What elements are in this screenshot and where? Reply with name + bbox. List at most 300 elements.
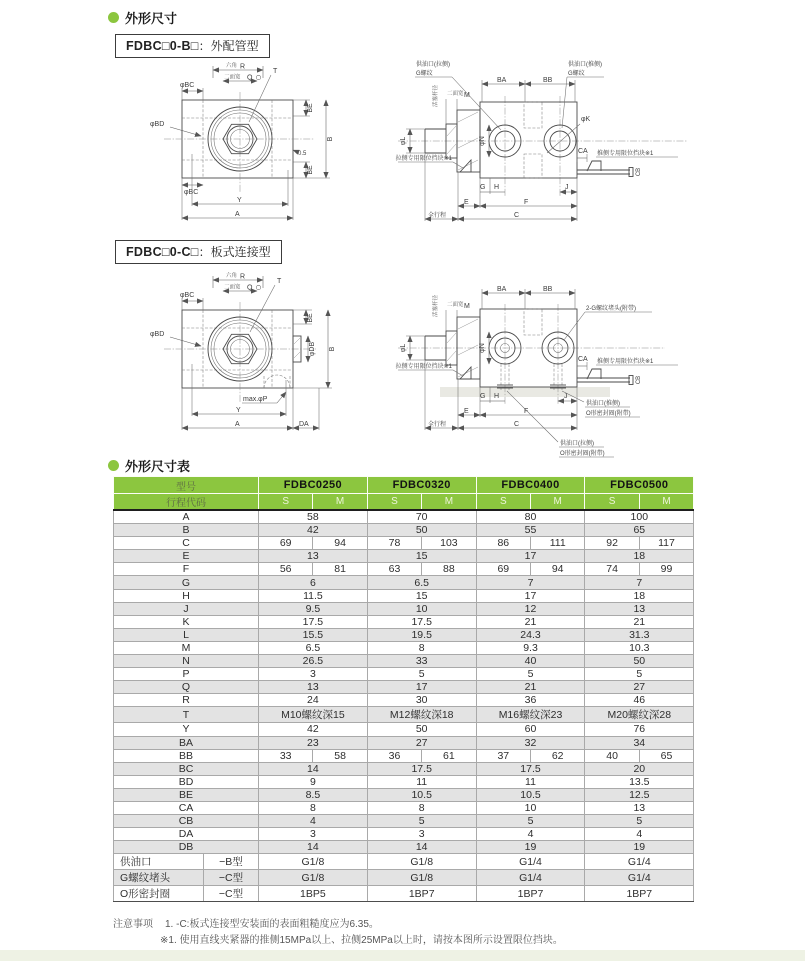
table-row — [114, 788, 694, 801]
label-r-c: R — [240, 273, 246, 281]
label-phi-bd: φBD — [150, 121, 165, 128]
model-desc-b: ：外配管型 — [198, 39, 259, 53]
table-row — [114, 537, 694, 550]
table-row — [114, 762, 694, 775]
table-cell: M12螺纹深18 — [367, 707, 476, 723]
section-dims-header — [108, 8, 177, 27]
label-r: R — [240, 63, 246, 71]
table-cell: 103 — [422, 537, 476, 550]
label-two-face-c: 二面宽 — [224, 284, 241, 291]
table-cell: 4 — [476, 828, 585, 841]
label-q-c: Q — [247, 284, 253, 292]
table-cell: 99 — [639, 563, 693, 576]
table-cell: 26.5 — [259, 655, 368, 668]
table-header-s: S — [585, 494, 639, 511]
table-cell: 14 — [259, 762, 368, 775]
table-cell: 11 — [476, 775, 585, 788]
table-cell: 36 — [476, 694, 585, 707]
table-cell: 1BP7 — [585, 886, 694, 902]
table-cell: 5 — [585, 815, 694, 828]
table-cell: 10.5 — [476, 788, 585, 801]
table-row — [114, 524, 694, 537]
table-cell: 10 — [367, 602, 476, 615]
label-phi-k: φK — [581, 116, 591, 123]
table-row-code: T — [114, 707, 259, 723]
label-hex-c: 六角 — [226, 273, 238, 279]
label-h-c: H — [494, 393, 500, 400]
table-row-code: DB — [114, 841, 259, 854]
table-cell: G1/8 — [259, 870, 368, 886]
table-row-label: G螺纹堵头 — [114, 870, 204, 886]
label-f-c: F — [524, 408, 529, 415]
label-g-thread-pull: G螺纹 — [416, 71, 433, 77]
table-cell: 15.5 — [259, 628, 368, 641]
table-cell: 13 — [585, 801, 694, 814]
label-a-c: A — [235, 421, 240, 428]
label-hex: 六角 — [226, 63, 238, 69]
table-cell: 63 — [367, 563, 421, 576]
label-push-stopper-c: 推侧专用限位挡块※1 — [597, 359, 654, 365]
table-row-label: O形密封圈 — [114, 886, 204, 902]
table-cell: 78 — [367, 537, 421, 550]
table-cell: 17 — [476, 589, 585, 602]
table-row-code: A — [114, 510, 259, 524]
table-cell: 94 — [313, 537, 367, 550]
label-plug: 2-G螺纹堵头(附带) — [586, 306, 636, 312]
table-cell: 24 — [259, 694, 368, 707]
label-port-push: 供油口(推侧) — [568, 62, 602, 68]
table-row-code: E — [114, 550, 259, 563]
label-c: C — [514, 212, 520, 219]
table-cell: 21 — [476, 615, 585, 628]
table-cell: 7 — [476, 576, 585, 589]
table-cell: 46 — [585, 694, 694, 707]
label-phi-n-c: φN — [479, 343, 486, 353]
table-header-m: M — [422, 494, 476, 511]
table-cell: 6.5 — [259, 641, 368, 654]
table-row-code: M — [114, 641, 259, 654]
table-cell: 55 — [476, 524, 585, 537]
table-cell: 14 — [259, 841, 368, 854]
table-row — [114, 801, 694, 814]
label-full-stroke-c: 全行程 — [428, 422, 447, 428]
table-cell: 5 — [585, 668, 694, 681]
table-header-s: S — [476, 494, 530, 511]
table-cell: 5 — [476, 668, 585, 681]
table-cell: 117 — [639, 537, 693, 550]
table-cell: 81 — [313, 563, 367, 576]
table-header-s: S — [367, 494, 421, 511]
label-two-face-m-c: 二面宽 — [447, 302, 464, 308]
table-cell: 8.5 — [259, 788, 368, 801]
table-cell: 17.5 — [367, 762, 476, 775]
table-row — [114, 854, 694, 870]
label-max-phi-p: max.φP — [243, 396, 268, 403]
table-row-type: −C型 — [204, 886, 259, 902]
table-cell: 33 — [367, 655, 476, 668]
table-cell: 12.5 — [585, 788, 694, 801]
table-cell: 111 — [530, 537, 584, 550]
table-cell: 13.5 — [585, 775, 694, 788]
table-cell: 13 — [585, 602, 694, 615]
table-cell: 10.3 — [585, 641, 694, 654]
table-cell: 17.5 — [259, 615, 368, 628]
label-cb: CB — [636, 167, 642, 177]
table-row-type: −C型 — [204, 870, 259, 886]
section-table-title: 外形尺寸表 — [125, 459, 191, 474]
label-phi-bc-bottom: φBC — [184, 189, 199, 196]
table-row — [114, 694, 694, 707]
label-f: F — [524, 199, 529, 206]
table-cell: G1/8 — [367, 870, 476, 886]
label-full-stroke: 全行程 — [428, 213, 447, 219]
table-cell: 15 — [367, 550, 476, 563]
table-cell: 50 — [585, 655, 694, 668]
table-cell: 3 — [367, 828, 476, 841]
table-cell: 80 — [476, 510, 585, 524]
label-phi-db: φDB — [309, 341, 316, 357]
label-a: A — [235, 211, 240, 218]
table-row — [114, 815, 694, 828]
table-cell: 1BP7 — [367, 886, 476, 902]
label-gap: 0.5 — [298, 151, 307, 157]
table-header-model-label: 型号 — [114, 477, 259, 494]
table-row-code: DA — [114, 828, 259, 841]
table-row — [114, 655, 694, 668]
table-cell: 19.5 — [367, 628, 476, 641]
table-row — [114, 886, 694, 902]
label-q: Q — [247, 74, 253, 82]
table-cell: 70 — [367, 510, 476, 524]
table-cell: 15 — [367, 589, 476, 602]
label-two-face-m: 二面宽 — [447, 91, 464, 97]
label-two-face: 二面宽 — [224, 74, 241, 81]
label-piston-rod-c: 活塞杆径 — [433, 294, 439, 318]
table-row-code: Y — [114, 723, 259, 736]
table-cell: 1BP7 — [476, 886, 585, 902]
table-cell: 40 — [585, 749, 639, 762]
table-cell: 86 — [476, 537, 530, 550]
table-cell: G1/4 — [585, 854, 694, 870]
table-row — [114, 870, 694, 886]
table-row-code: P — [114, 668, 259, 681]
table-row-code: BA — [114, 736, 259, 749]
label-bb: BB — [543, 77, 553, 84]
table-cell: 17.5 — [476, 762, 585, 775]
label-t: T — [273, 68, 278, 75]
label-port-pull: 供油口(拉侧) — [416, 62, 450, 68]
label-phi-n: φN — [479, 136, 486, 146]
table-cell: 13 — [259, 550, 368, 563]
table-cell: 9 — [259, 775, 368, 788]
table-row-code: G — [114, 576, 259, 589]
table-cell: 100 — [585, 510, 694, 524]
label-ca-c: CA — [578, 356, 588, 363]
table-cell: 32 — [476, 736, 585, 749]
table-row — [114, 550, 694, 563]
label-b: B — [327, 136, 334, 142]
table-cell: 23 — [259, 736, 368, 749]
label-ba-c: BA — [497, 286, 507, 293]
label-phi-bc-top: φBC — [180, 82, 195, 89]
table-cell: 56 — [259, 563, 313, 576]
label-m-c: M — [464, 303, 470, 310]
table-cell: 31.3 — [585, 628, 694, 641]
label-oring-pull: O形密封圈(附带) — [560, 451, 605, 457]
label-j: J — [565, 184, 569, 191]
side-view-b — [396, 60, 688, 221]
table-cell: 58 — [313, 749, 367, 762]
table-row — [114, 563, 694, 576]
label-g: G — [480, 184, 486, 191]
label-cb-c: CB — [636, 375, 642, 385]
table-cell: 17.5 — [367, 615, 476, 628]
label-h: H — [494, 184, 500, 191]
label-push-stopper: 推侧专用限位挡块※1 — [597, 151, 654, 157]
front-view-b — [150, 61, 334, 220]
label-port-push-oring: 供油口(推侧) — [586, 401, 620, 407]
table-row — [114, 681, 694, 694]
table-cell: 7 — [585, 576, 694, 589]
label-oring-push: O形密封圈(附带) — [586, 411, 631, 417]
table-cell: 19 — [476, 841, 585, 854]
table-cell: 14 — [367, 841, 476, 854]
table-row — [114, 668, 694, 681]
table-row-code: BE — [114, 788, 259, 801]
table-row-code: N — [114, 655, 259, 668]
table-cell: 65 — [639, 749, 693, 762]
table-cell: 19 — [585, 841, 694, 854]
label-phi-l: φL — [400, 136, 407, 146]
table-cell: 74 — [585, 563, 639, 576]
table-row — [114, 510, 694, 524]
table-row — [114, 615, 694, 628]
table-cell: 3 — [259, 668, 368, 681]
table-cell: 1BP5 — [259, 886, 368, 902]
table-row-type: −B型 — [204, 854, 259, 870]
label-be-c: BE — [307, 313, 314, 323]
table-cell: 5 — [476, 815, 585, 828]
table-cell: 50 — [367, 723, 476, 736]
table-cell: 18 — [585, 589, 694, 602]
label-t-c: T — [277, 278, 282, 285]
table-cell: 42 — [259, 723, 368, 736]
table-cell: 94 — [530, 563, 584, 576]
table-cell: 3 — [259, 828, 368, 841]
table-cell: 6.5 — [367, 576, 476, 589]
table-cell: 8 — [367, 641, 476, 654]
table-row — [114, 602, 694, 615]
table-cell: G1/8 — [367, 854, 476, 870]
table-row — [114, 628, 694, 641]
table-row-code: CA — [114, 801, 259, 814]
table-cell: 69 — [476, 563, 530, 576]
table-header-m: M — [530, 494, 584, 511]
table-cell: G1/8 — [259, 854, 368, 870]
label-m: M — [464, 92, 470, 99]
label-be-top: BE — [307, 103, 314, 113]
table-cell: 10.5 — [367, 788, 476, 801]
table-cell: 11.5 — [259, 589, 368, 602]
table-row-code: BB — [114, 749, 259, 762]
label-phi-l-c: φL — [400, 343, 407, 353]
table-cell: M16螺纹深23 — [476, 707, 585, 723]
table-cell: 9.3 — [476, 641, 585, 654]
table-row — [114, 736, 694, 749]
label-ca: CA — [578, 148, 588, 155]
table-row — [114, 841, 694, 854]
section-table-header — [108, 456, 190, 475]
table-header-s: S — [259, 494, 313, 511]
table-cell: 13 — [259, 681, 368, 694]
front-view-c — [150, 271, 336, 430]
table-cell: 27 — [367, 736, 476, 749]
table-cell: 50 — [367, 524, 476, 537]
label-b-c: B — [329, 346, 336, 352]
table-cell: 33 — [259, 749, 313, 762]
drawing-b-type — [100, 58, 700, 243]
table-row-code: B — [114, 524, 259, 537]
notes-line2: ※1. 使用直线夹紧器的推侧15MPa以上、拉侧25MPa以上时，请按本图所示设置限位挡块。 — [160, 934, 563, 946]
table-cell: 30 — [367, 694, 476, 707]
notes-line1: 1. -C:板式连接型安装面的表面粗糙度应为6.35。 — [165, 919, 379, 930]
table-cell: 5 — [367, 668, 476, 681]
table-cell: 62 — [530, 749, 584, 762]
table-cell: 37 — [476, 749, 530, 762]
drawing-c-type — [100, 264, 700, 464]
label-c-c: C — [514, 421, 520, 428]
table-header-model: FDBC0400 — [476, 477, 585, 494]
table-cell: 34 — [585, 736, 694, 749]
table-row — [114, 828, 694, 841]
green-bullet-icon — [108, 12, 119, 23]
table-header-m: M — [313, 494, 367, 511]
table-row — [114, 641, 694, 654]
label-e: E — [464, 199, 469, 206]
label-be-bottom: BE — [307, 165, 314, 175]
table-row-code: BC — [114, 762, 259, 775]
table-cell: 61 — [422, 749, 476, 762]
label-y-c: Y — [236, 407, 241, 414]
label-j-c: J — [564, 393, 568, 400]
table-cell: 9.5 — [259, 602, 368, 615]
label-y: Y — [237, 197, 242, 204]
table-cell: 76 — [585, 723, 694, 736]
table-cell: 8 — [259, 801, 368, 814]
table-row — [114, 576, 694, 589]
model-box-b — [115, 34, 270, 58]
table-cell: 36 — [367, 749, 421, 762]
table-cell: G1/4 — [476, 854, 585, 870]
table-row — [114, 723, 694, 736]
table-cell: 8 — [367, 801, 476, 814]
table-row-code: H — [114, 589, 259, 602]
table-cell: 69 — [259, 537, 313, 550]
table-cell: 42 — [259, 524, 368, 537]
table-row — [114, 707, 694, 723]
label-port-pull-oring: 供油口(拉侧) — [560, 441, 594, 447]
table-cell: 21 — [476, 681, 585, 694]
label-da: DA — [299, 421, 309, 428]
page-bottom-strip — [0, 950, 805, 961]
table-cell: 27 — [585, 681, 694, 694]
table-cell: 60 — [476, 723, 585, 736]
table-row — [114, 775, 694, 788]
table-cell: 65 — [585, 524, 694, 537]
section-dims-title: 外形尺寸 — [125, 11, 178, 26]
table-header-model: FDBC0250 — [259, 477, 368, 494]
table-cell: 21 — [585, 615, 694, 628]
notes-prefix: 注意事项 — [113, 919, 153, 930]
table-cell: 4 — [585, 828, 694, 841]
table-cell: 40 — [476, 655, 585, 668]
side-view-c — [396, 286, 678, 457]
table-cell: 17 — [476, 550, 585, 563]
notes — [113, 917, 563, 948]
label-pull-stopper-c: 拉侧专用限位挡块※1 — [395, 364, 452, 370]
table-cell: 6 — [259, 576, 368, 589]
table-cell: 20 — [585, 762, 694, 775]
table-header-stroke-label: 行程代码 — [114, 494, 259, 511]
table-row-code: Q — [114, 681, 259, 694]
table-header-model: FDBC0500 — [585, 477, 694, 494]
table-cell: 10 — [476, 801, 585, 814]
table-row — [114, 749, 694, 762]
label-g-thread-push: G螺纹 — [568, 71, 585, 77]
label-e-c: E — [464, 408, 469, 415]
green-bullet-icon — [108, 460, 119, 471]
table-row-label: 供油口 — [114, 854, 204, 870]
table-cell: M10螺纹深15 — [259, 707, 368, 723]
label-piston-rod: 活塞杆径 — [433, 84, 439, 108]
table-row-code: F — [114, 563, 259, 576]
table-cell: 58 — [259, 510, 368, 524]
table-header-m: M — [639, 494, 693, 511]
table-row-code: R — [114, 694, 259, 707]
table-row-code: K — [114, 615, 259, 628]
model-desc-c: ：板式连接型 — [198, 245, 271, 259]
label-g-c: G — [480, 393, 486, 400]
table-cell: M20螺纹深28 — [585, 707, 694, 723]
label-pull-stopper: 拉侧专用限位挡块※1 — [395, 156, 452, 162]
label-ba: BA — [497, 77, 507, 84]
table-cell: G1/4 — [585, 870, 694, 886]
table-cell: 11 — [367, 775, 476, 788]
table-cell: 12 — [476, 602, 585, 615]
label-bb-c: BB — [543, 286, 553, 293]
table-cell: 18 — [585, 550, 694, 563]
dimension-table — [113, 476, 694, 902]
table-row-code: BD — [114, 775, 259, 788]
model-code-c: FDBC□0-C□ — [126, 245, 199, 259]
table-row — [114, 589, 694, 602]
table-cell: 5 — [367, 815, 476, 828]
table-cell: 17 — [367, 681, 476, 694]
table-cell: 88 — [422, 563, 476, 576]
model-box-c — [115, 240, 282, 264]
table-row-code: L — [114, 628, 259, 641]
table-header-model: FDBC0320 — [367, 477, 476, 494]
table-cell: G1/4 — [476, 870, 585, 886]
label-phi-bd-c: φBD — [150, 331, 165, 338]
label-phi-bc-c: φBC — [180, 292, 195, 299]
table-cell: 24.3 — [476, 628, 585, 641]
table-row-code: CB — [114, 815, 259, 828]
table-cell: 92 — [585, 537, 639, 550]
model-code-b: FDBC□0-B□ — [126, 39, 199, 53]
table-row-code: C — [114, 537, 259, 550]
table-cell: 4 — [259, 815, 368, 828]
